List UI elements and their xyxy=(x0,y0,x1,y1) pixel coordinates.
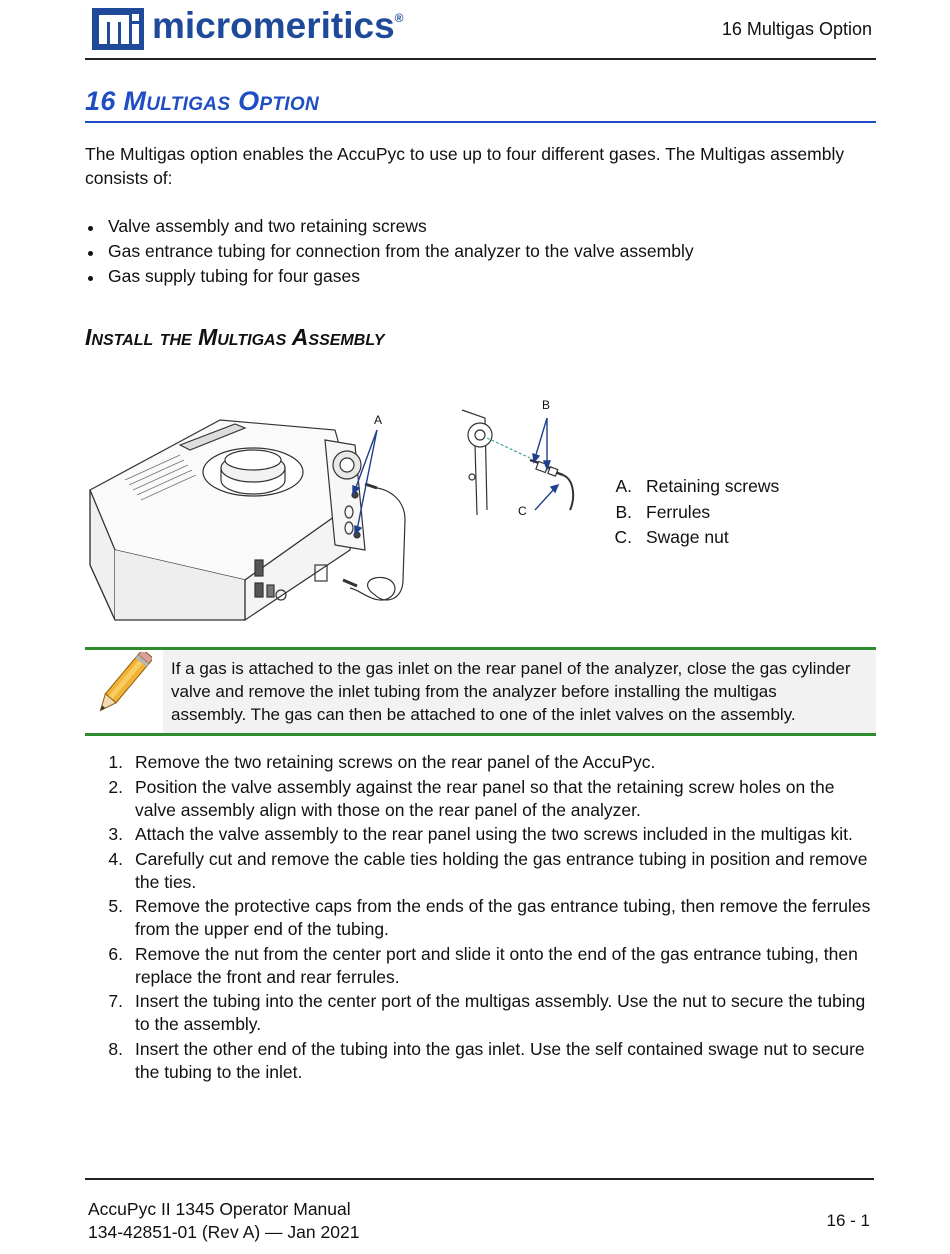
section-title: Install the Multigas Assembly xyxy=(85,324,385,350)
chapter-divider xyxy=(85,121,876,123)
page-number: 16 - 1 xyxy=(826,1211,870,1230)
assembly-contents-list xyxy=(85,214,875,289)
list-item: 7. Insert the tubing into the center port of the multigas assembly. Use the nut to secure the tubing to the assembly. xyxy=(108,991,866,1034)
installation-steps xyxy=(85,751,875,1085)
legend-item: C. Swage nut xyxy=(614,527,729,547)
callout-b: B xyxy=(542,398,551,412)
list-item: 6. Remove the nut from the center port and slide it onto the end of the gas entrance tubing, then replace the front and rear ferrules. xyxy=(108,943,858,987)
header-chapter-label: 16 Multigas Option xyxy=(721,19,872,39)
micromeritics-logo xyxy=(92,5,432,52)
callout-a: A xyxy=(374,413,383,427)
footer-manual-title: AccuPyc II 1345 Operator Manual xyxy=(88,1199,351,1219)
list-item: 2. Position the valve assembly against the rear panel so that the retaining screw holes on the valve assembly align with those on the rear panel of the analyzer. xyxy=(108,776,835,820)
legend-item: A. Retaining screws xyxy=(615,476,780,496)
note-bottom-border xyxy=(85,733,876,736)
figure-legend xyxy=(598,474,779,551)
header-divider xyxy=(85,58,876,60)
list-item: Valve assembly and two retaining screws xyxy=(85,214,875,239)
multigas-installation-illustration xyxy=(85,390,585,630)
callout-c: C xyxy=(518,504,527,518)
list-item: 1. Remove the two retaining screws on the rear panel of the AccuPyc. xyxy=(108,752,656,772)
list-item: 5. Remove the protective caps from the ends of the gas entrance tubing, then remove the ferrules from the upper end of the tubing. xyxy=(108,896,871,939)
chapter-title: 16 Multigas Option xyxy=(85,86,319,116)
note-text: If a gas is attached to the gas inlet on the rear panel of the analyzer, close the gas cylinder valve and remove the inlet tubing from the analyzer before installing the multigas assembly. The gas can then be attached to one of the inlet valves on the assembly. xyxy=(171,659,851,724)
brand-name: micromeritics® xyxy=(152,5,404,46)
footer-divider xyxy=(85,1178,874,1180)
footer-manual-info xyxy=(88,1198,359,1244)
list-item: 3. Attach the valve assembly to the rear panel using the two screws included in the multigas kit. xyxy=(108,824,853,844)
intro-paragraph: The Multigas option enables the AccuPyc to use up to four different gases. The Multigas assembly consists of: xyxy=(85,144,845,188)
pencil-icon xyxy=(90,652,152,720)
list-item: 8. Insert the other end of the tubing into the gas inlet. Use the self contained swage nut to secure the tubing to the inlet. xyxy=(108,1038,865,1082)
footer-doc-number: 134-42851-01 (Rev A) — Jan 2021 xyxy=(88,1222,360,1242)
list-item: Gas supply tubing for four gases xyxy=(85,264,875,289)
list-item: 4. Carefully cut and remove the cable ties holding the gas entrance tubing in position and remove the ties. xyxy=(108,848,868,892)
logo-mark-icon xyxy=(92,8,144,50)
legend-item: B. Ferrules xyxy=(615,501,711,522)
list-item: Gas entrance tubing for connection from the analyzer to the valve assembly xyxy=(85,239,875,264)
